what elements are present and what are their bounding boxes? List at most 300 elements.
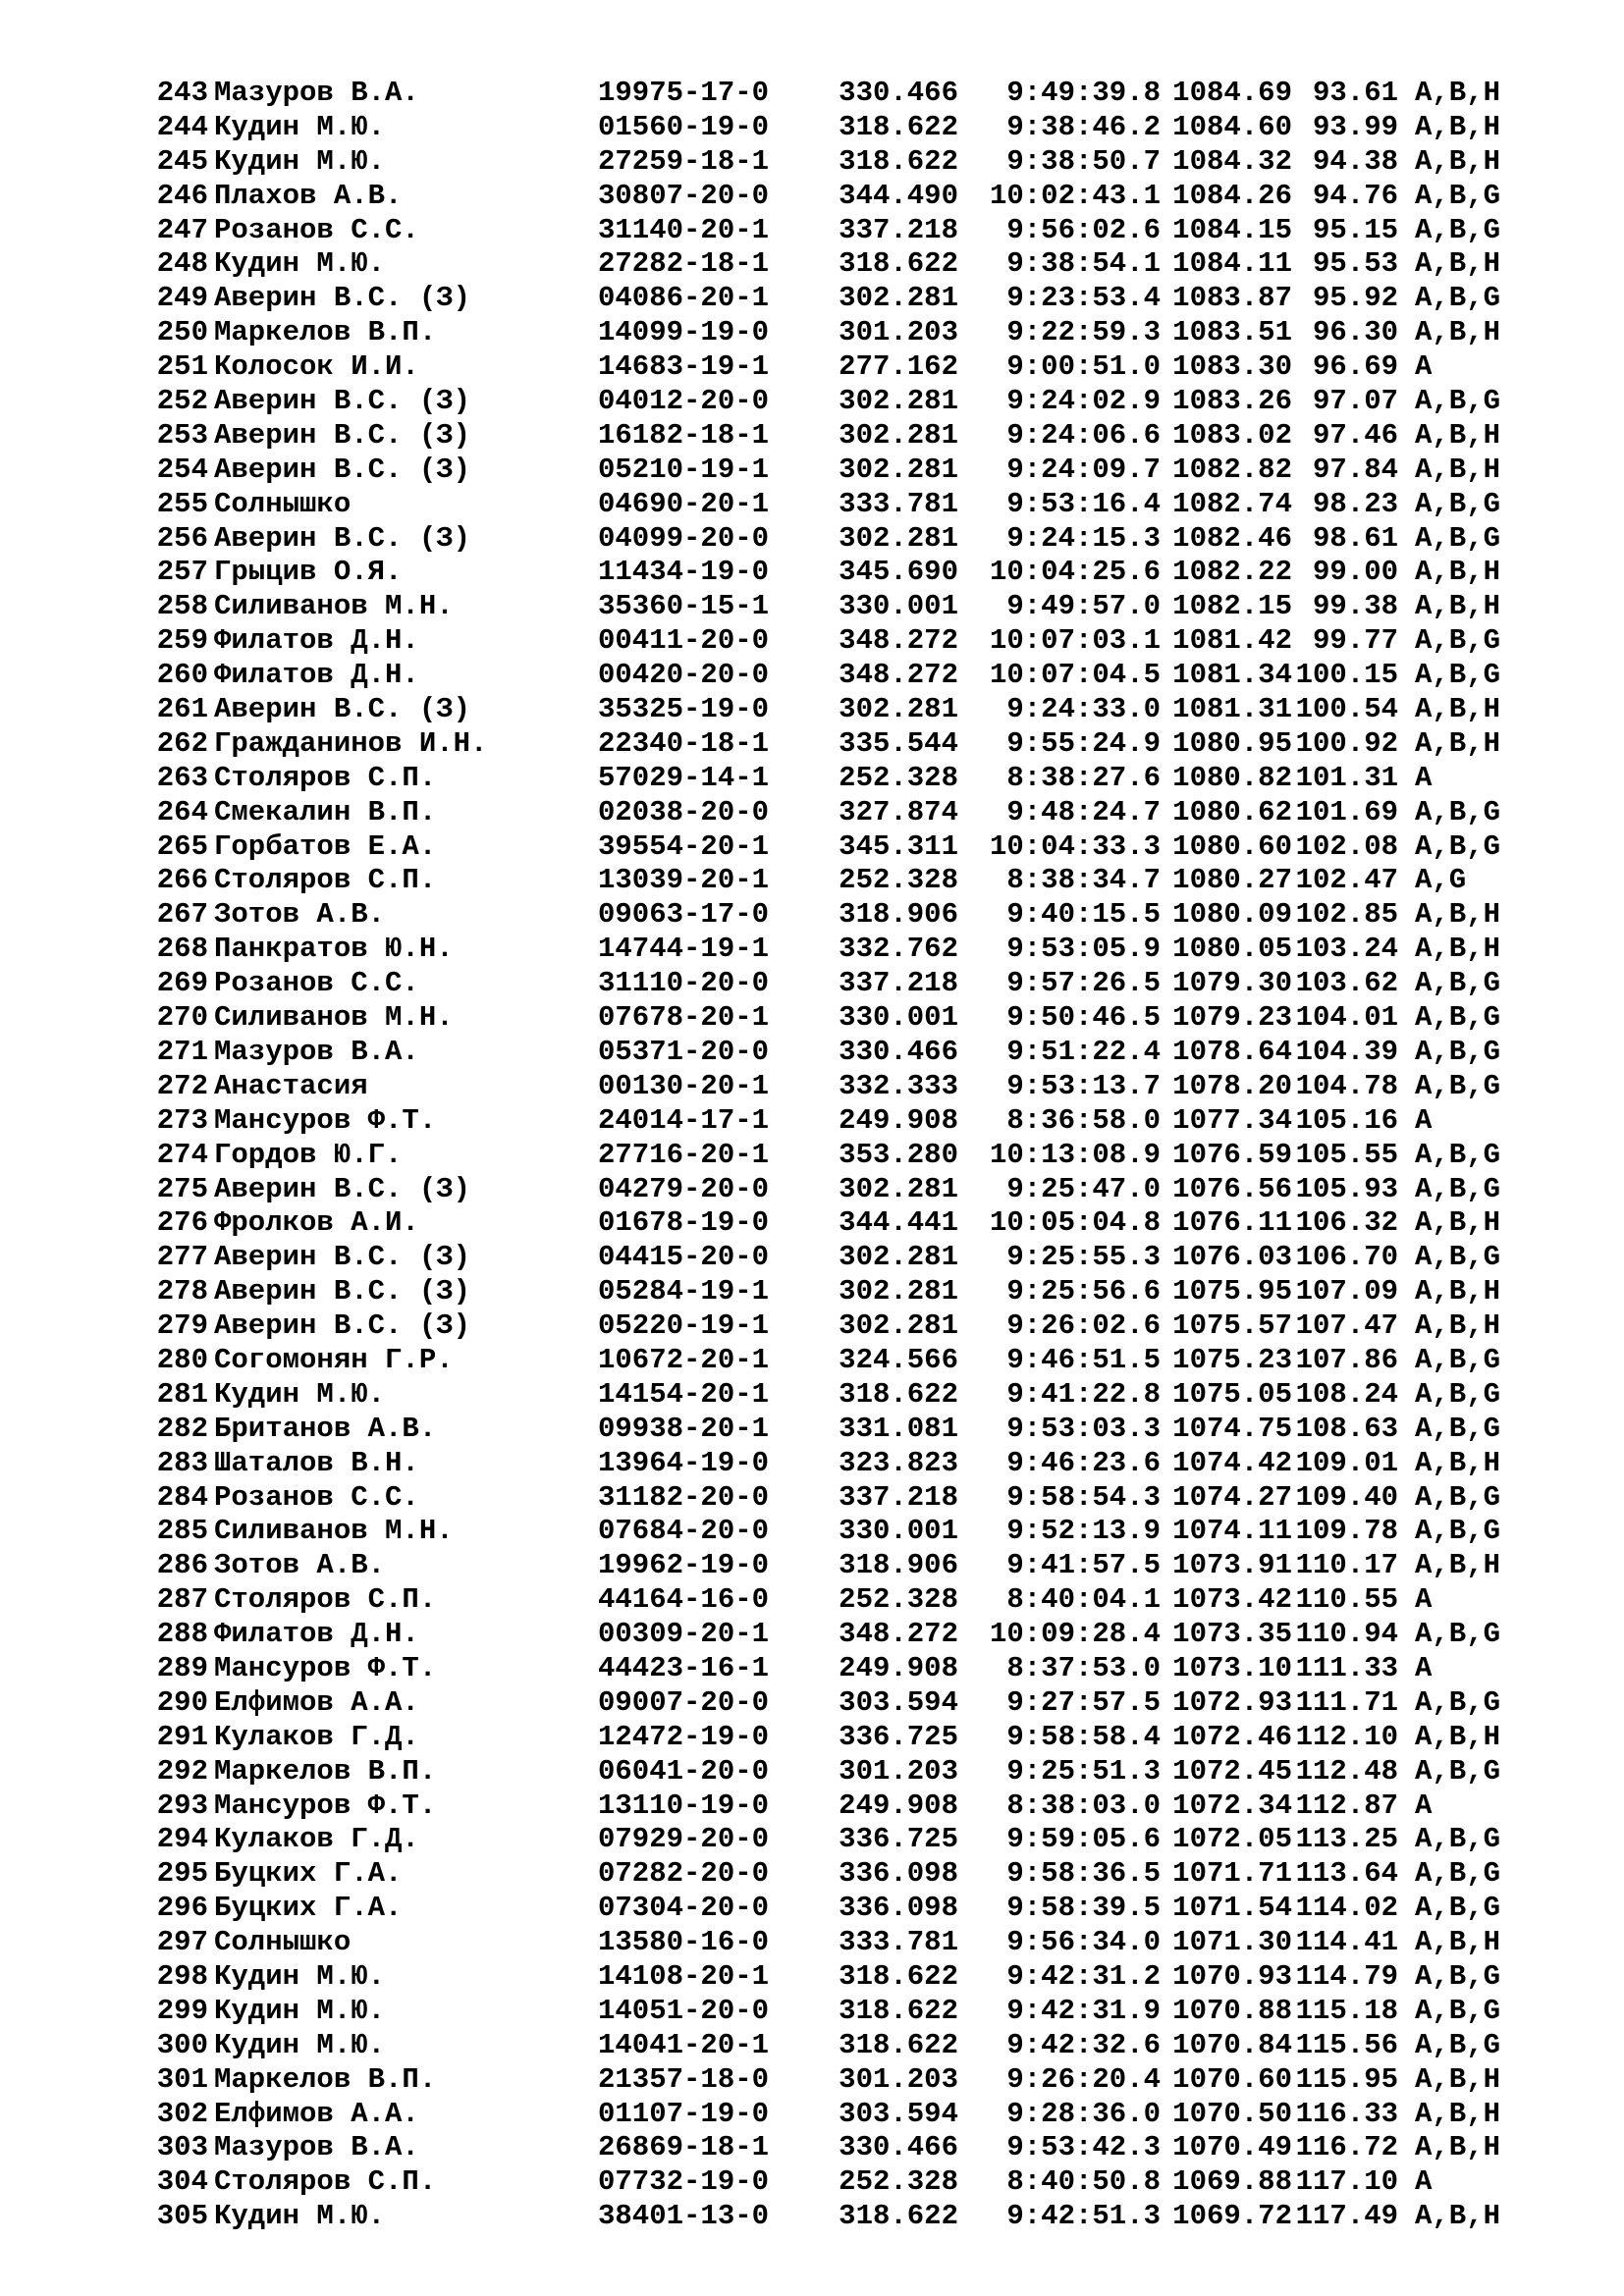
distance: 344.441 <box>839 1206 958 1240</box>
distance: 330.466 <box>839 1035 958 1068</box>
table-row <box>143 659 1567 693</box>
speed: 1072.45 <box>1172 1754 1292 1788</box>
points: 115.18 <box>1295 1994 1398 2027</box>
table-row <box>143 2165 1567 2200</box>
arrival-time: 10:05:04.8 <box>989 1206 1161 1240</box>
fancier-name: Плахов А.В. <box>214 179 403 212</box>
distance: 252.328 <box>839 1583 958 1617</box>
table-row <box>143 350 1567 385</box>
position-number: 257 <box>156 556 208 589</box>
fancier-name: Мансуров Ф.Т. <box>214 1651 437 1684</box>
arrival-time: 9:46:23.6 <box>1006 1446 1161 1479</box>
position-number: 284 <box>156 1480 208 1514</box>
points: 95.15 <box>1312 213 1398 246</box>
speed: 1084.26 <box>1172 179 1292 212</box>
table-row <box>143 1515 1567 1549</box>
arrival-time: 8:38:27.6 <box>1006 761 1161 794</box>
arrival-time: 9:51:22.4 <box>1006 1035 1161 1068</box>
fancier-name: Елфимов А.А. <box>214 2097 419 2130</box>
results-table <box>143 77 1567 2234</box>
table-row <box>143 1378 1567 1413</box>
speed: 1072.46 <box>1172 1720 1292 1753</box>
speed: 1075.23 <box>1172 1343 1292 1376</box>
points: 108.63 <box>1295 1412 1398 1445</box>
arrival-time: 9:24:02.9 <box>1006 385 1161 418</box>
table-row <box>143 1481 1567 1516</box>
table-row <box>143 1721 1567 1755</box>
table-row <box>143 1070 1567 1104</box>
distance: 301.203 <box>839 316 958 349</box>
points: 110.55 <box>1295 1583 1398 1617</box>
position-number: 266 <box>156 864 208 897</box>
distance: 348.272 <box>839 1618 958 1651</box>
position-number: 243 <box>156 77 208 109</box>
arrival-time: 9:24:15.3 <box>1006 521 1161 555</box>
position-number: 288 <box>156 1618 208 1651</box>
classes: A,B,H <box>1415 1720 1501 1753</box>
ring-number: 09007-20-0 <box>598 1685 770 1719</box>
ring-number: 00309-20-1 <box>598 1618 770 1651</box>
fancier-name: Британов А.В. <box>214 1412 437 1445</box>
distance: 331.081 <box>839 1412 958 1445</box>
distance: 336.725 <box>839 1823 958 1856</box>
position-number: 286 <box>156 1549 208 1582</box>
position-number: 267 <box>156 898 208 932</box>
points: 115.56 <box>1295 2028 1398 2061</box>
classes: A,B,H <box>1415 2097 1501 2130</box>
points: 114.41 <box>1295 1926 1398 1959</box>
speed: 1081.31 <box>1172 693 1292 726</box>
table-row <box>143 1104 1567 1139</box>
table-row <box>143 1583 1567 1618</box>
speed: 1084.15 <box>1172 213 1292 246</box>
classes: A,B,H <box>1415 77 1501 109</box>
fancier-name: Столяров С.П. <box>214 864 437 897</box>
classes: A,B,H <box>1415 316 1501 349</box>
ring-number: 16182-18-1 <box>598 418 770 452</box>
fancier-name: Анастасия <box>214 1069 368 1102</box>
distance: 336.725 <box>839 1720 958 1753</box>
classes: A,B,G <box>1415 385 1501 418</box>
fancier-name: Аверин В.С. (З) <box>214 1309 471 1343</box>
distance: 336.098 <box>839 1892 958 1925</box>
speed: 1080.09 <box>1172 898 1292 932</box>
ring-number: 09063-17-0 <box>598 898 770 932</box>
speed: 1071.54 <box>1172 1892 1292 1925</box>
ring-number: 31140-20-1 <box>598 213 770 246</box>
classes: A,B,G <box>1415 967 1501 1000</box>
fancier-name: Зотов А.В. <box>214 898 386 932</box>
ring-number: 05220-19-1 <box>598 1309 770 1343</box>
speed: 1074.42 <box>1172 1446 1292 1479</box>
arrival-time: 9:22:59.3 <box>1006 316 1161 349</box>
distance: 330.466 <box>839 77 958 109</box>
distance: 333.781 <box>839 1926 958 1959</box>
ring-number: 14041-20-1 <box>598 2028 770 2061</box>
table-row <box>143 727 1567 762</box>
table-row <box>143 1995 1567 2029</box>
speed: 1073.91 <box>1172 1549 1292 1582</box>
arrival-time: 9:38:50.7 <box>1006 144 1161 178</box>
ring-number: 06041-20-0 <box>598 1754 770 1788</box>
classes: A,B,H <box>1415 453 1501 486</box>
classes: A <box>1415 1583 1433 1617</box>
table-row <box>143 1857 1567 1892</box>
classes: A,B,G <box>1415 624 1501 658</box>
classes: A <box>1415 1103 1433 1137</box>
points: 93.61 <box>1312 77 1398 109</box>
position-number: 289 <box>156 1651 208 1684</box>
arrival-time: 9:56:34.0 <box>1006 1926 1161 1959</box>
table-row <box>143 2098 1567 2132</box>
points: 108.24 <box>1295 1377 1398 1411</box>
ring-number: 00130-20-1 <box>598 1069 770 1102</box>
points: 117.49 <box>1295 2200 1398 2233</box>
speed: 1076.03 <box>1172 1241 1292 1274</box>
points: 109.01 <box>1295 1446 1398 1479</box>
arrival-time: 9:24:06.6 <box>1006 418 1161 452</box>
position-number: 283 <box>156 1446 208 1479</box>
arrival-time: 10:04:33.3 <box>989 829 1161 863</box>
ring-number: 07678-20-1 <box>598 1001 770 1035</box>
ring-number: 14051-20-0 <box>598 1994 770 2027</box>
classes: A,B,G <box>1415 282 1501 315</box>
arrival-time: 9:49:39.8 <box>1006 77 1161 109</box>
speed: 1073.10 <box>1172 1651 1292 1684</box>
speed: 1069.88 <box>1172 2165 1292 2199</box>
classes: A,B,H <box>1415 1275 1501 1308</box>
ring-number: 00411-20-0 <box>598 624 770 658</box>
ring-number: 39554-20-1 <box>598 829 770 863</box>
points: 99.38 <box>1312 590 1398 623</box>
distance: 336.098 <box>839 1857 958 1891</box>
distance: 318.622 <box>839 144 958 178</box>
ring-number: 04690-20-1 <box>598 487 770 520</box>
arrival-time: 8:36:58.0 <box>1006 1103 1161 1137</box>
speed: 1072.34 <box>1172 1789 1292 1822</box>
fancier-name: Кудин М.Ю. <box>214 1994 386 2027</box>
speed: 1082.15 <box>1172 590 1292 623</box>
distance: 302.281 <box>839 1241 958 1274</box>
ring-number: 14683-19-1 <box>598 350 770 384</box>
fancier-name: Кудин М.Ю. <box>214 110 386 143</box>
classes: A,B,H <box>1415 726 1501 760</box>
points: 98.61 <box>1312 521 1398 555</box>
classes: A,B,H <box>1415 2131 1501 2164</box>
fancier-name: Розанов С.С. <box>214 1480 419 1514</box>
ring-number: 13110-19-0 <box>598 1789 770 1822</box>
arrival-time: 9:49:57.0 <box>1006 590 1161 623</box>
speed: 1072.93 <box>1172 1685 1292 1719</box>
ring-number: 13580-16-0 <box>598 1926 770 1959</box>
speed: 1081.42 <box>1172 624 1292 658</box>
distance: 318.622 <box>839 1994 958 2027</box>
table-row <box>143 454 1567 488</box>
distance: 277.162 <box>839 350 958 384</box>
classes: A,B,H <box>1415 144 1501 178</box>
position-number: 281 <box>156 1377 208 1411</box>
ring-number: 00420-20-0 <box>598 659 770 692</box>
points: 111.33 <box>1295 1651 1398 1684</box>
table-row <box>143 933 1567 967</box>
arrival-time: 9:25:51.3 <box>1006 1754 1161 1788</box>
fancier-name: Кудин М.Ю. <box>214 247 386 281</box>
speed: 1073.35 <box>1172 1618 1292 1651</box>
ring-number: 35325-19-0 <box>598 693 770 726</box>
ring-number: 13964-19-0 <box>598 1446 770 1479</box>
distance: 249.908 <box>839 1651 958 1684</box>
table-row <box>143 1001 1567 1036</box>
fancier-name: Горбатов Е.А. <box>214 829 437 863</box>
classes: A,B,H <box>1415 1926 1501 1959</box>
position-number: 248 <box>156 247 208 281</box>
classes: A,B,H <box>1415 1446 1501 1479</box>
points: 107.47 <box>1295 1309 1398 1343</box>
fancier-name: Солнышко <box>214 487 352 520</box>
ring-number: 04012-20-0 <box>598 385 770 418</box>
distance: 327.874 <box>839 795 958 828</box>
classes: A,B,G <box>1415 1823 1501 1856</box>
position-number: 282 <box>156 1412 208 1445</box>
arrival-time: 9:46:51.5 <box>1006 1343 1161 1376</box>
arrival-time: 9:42:31.2 <box>1006 1959 1161 1993</box>
distance: 252.328 <box>839 2165 958 2199</box>
arrival-time: 9:23:53.4 <box>1006 282 1161 315</box>
table-row <box>143 522 1567 557</box>
arrival-time: 9:26:20.4 <box>1006 2062 1161 2096</box>
fancier-name: Столяров С.П. <box>214 2165 437 2199</box>
classes: A <box>1415 2165 1433 2199</box>
position-number: 287 <box>156 1583 208 1617</box>
speed: 1084.69 <box>1172 77 1292 109</box>
arrival-time: 9:27:57.5 <box>1006 1685 1161 1719</box>
fancier-name: Грыцив О.Я. <box>214 556 403 589</box>
fancier-name: Мансуров Ф.Т. <box>214 1103 437 1137</box>
fancier-name: Кудин М.Ю. <box>214 1377 386 1411</box>
classes: A,B,G <box>1415 2028 1501 2061</box>
distance: 348.272 <box>839 659 958 692</box>
ring-number: 09938-20-1 <box>598 1412 770 1445</box>
arrival-time: 9:38:46.2 <box>1006 110 1161 143</box>
ring-number: 44164-16-0 <box>598 1583 770 1617</box>
classes: A,B,G <box>1415 795 1501 828</box>
position-number: 300 <box>156 2028 208 2061</box>
classes: A,B,H <box>1415 693 1501 726</box>
points: 93.99 <box>1312 110 1398 143</box>
ring-number: 07282-20-0 <box>598 1857 770 1891</box>
table-row <box>143 1206 1567 1241</box>
position-number: 278 <box>156 1275 208 1308</box>
table-row <box>143 247 1567 282</box>
classes: A,G <box>1415 864 1467 897</box>
fancier-name: Аверин В.С. (З) <box>214 1172 471 1205</box>
classes: A,B,G <box>1415 213 1501 246</box>
fancier-name: Маркелов В.П. <box>214 1754 437 1788</box>
fancier-name: Зотов А.В. <box>214 1549 386 1582</box>
table-row <box>143 385 1567 419</box>
speed: 1083.30 <box>1172 350 1292 384</box>
fancier-name: Фролков А.И. <box>214 1206 419 1240</box>
fancier-name: Кулаков Г.Д. <box>214 1823 419 1856</box>
speed: 1080.05 <box>1172 933 1292 966</box>
ring-number: 04415-20-0 <box>598 1241 770 1274</box>
points: 109.40 <box>1295 1480 1398 1514</box>
arrival-time: 9:28:36.0 <box>1006 2097 1161 2130</box>
speed: 1084.60 <box>1172 110 1292 143</box>
ring-number: 05371-20-0 <box>598 1035 770 1068</box>
classes: A,B,H <box>1415 110 1501 143</box>
speed: 1082.82 <box>1172 453 1292 486</box>
ring-number: 31182-20-0 <box>598 1480 770 1514</box>
fancier-name: Кудин М.Ю. <box>214 144 386 178</box>
speed: 1081.34 <box>1172 659 1292 692</box>
speed: 1080.60 <box>1172 829 1292 863</box>
distance: 344.490 <box>839 179 958 212</box>
classes: A,B,G <box>1415 1685 1501 1719</box>
classes: A,B,G <box>1415 1480 1501 1514</box>
speed: 1070.93 <box>1172 1959 1292 1993</box>
table-row <box>143 1652 1567 1686</box>
speed: 1070.49 <box>1172 2131 1292 2164</box>
classes: A,B,G <box>1415 1138 1501 1171</box>
fancier-name: Столяров С.П. <box>214 761 437 794</box>
speed: 1070.84 <box>1172 2028 1292 2061</box>
speed: 1070.50 <box>1172 2097 1292 2130</box>
distance: 302.281 <box>839 418 958 452</box>
arrival-time: 9:58:36.5 <box>1006 1857 1161 1891</box>
table-row <box>143 1789 1567 1824</box>
speed: 1073.42 <box>1172 1583 1292 1617</box>
position-number: 274 <box>156 1138 208 1171</box>
position-number: 304 <box>156 2165 208 2199</box>
table-row <box>143 590 1567 624</box>
ring-number: 19975-17-0 <box>598 77 770 109</box>
position-number: 262 <box>156 726 208 760</box>
points: 105.16 <box>1295 1103 1398 1137</box>
table-row <box>143 1618 1567 1652</box>
arrival-time: 9:48:24.7 <box>1006 795 1161 828</box>
classes: A,B,G <box>1415 1618 1501 1651</box>
position-number: 264 <box>156 795 208 828</box>
position-number: 280 <box>156 1343 208 1376</box>
position-number: 261 <box>156 693 208 726</box>
distance: 302.281 <box>839 282 958 315</box>
fancier-name: Розанов С.С. <box>214 213 419 246</box>
position-number: 297 <box>156 1926 208 1959</box>
ring-number: 26869-18-1 <box>598 2131 770 2164</box>
speed: 1083.02 <box>1172 418 1292 452</box>
fancier-name: Солнышко <box>214 1926 352 1959</box>
ring-number: 13039-20-1 <box>598 864 770 897</box>
classes: A,B,G <box>1415 1959 1501 1993</box>
position-number: 254 <box>156 453 208 486</box>
classes: A,B,H <box>1415 1549 1501 1582</box>
arrival-time: 9:58:39.5 <box>1006 1892 1161 1925</box>
points: 105.93 <box>1295 1172 1398 1205</box>
table-row <box>143 693 1567 727</box>
classes: A,B,G <box>1415 659 1501 692</box>
points: 104.78 <box>1295 1069 1398 1102</box>
speed: 1083.26 <box>1172 385 1292 418</box>
distance: 337.218 <box>839 967 958 1000</box>
position-number: 301 <box>156 2062 208 2096</box>
fancier-name: Маркелов В.П. <box>214 2062 437 2096</box>
distance: 318.622 <box>839 1959 958 1993</box>
position-number: 294 <box>156 1823 208 1856</box>
arrival-time: 9:53:42.3 <box>1006 2131 1161 2164</box>
ring-number: 01678-19-0 <box>598 1206 770 1240</box>
table-row <box>143 624 1567 659</box>
arrival-time: 9:57:26.5 <box>1006 967 1161 1000</box>
classes: A,B,H <box>1415 2062 1501 2096</box>
ring-number: 24014-17-1 <box>598 1103 770 1137</box>
table-row <box>143 1344 1567 1378</box>
classes: A,B,G <box>1415 1172 1501 1205</box>
table-row <box>143 898 1567 933</box>
distance: 330.466 <box>839 2131 958 2164</box>
points: 96.30 <box>1312 316 1398 349</box>
points: 114.79 <box>1295 1959 1398 1993</box>
ring-number: 14154-20-1 <box>598 1377 770 1411</box>
points: 101.69 <box>1295 795 1398 828</box>
table-row <box>143 1036 1567 1070</box>
table-row <box>143 762 1567 796</box>
speed: 1075.05 <box>1172 1377 1292 1411</box>
classes: A,B,G <box>1415 1035 1501 1068</box>
speed: 1076.11 <box>1172 1206 1292 1240</box>
speed: 1082.46 <box>1172 521 1292 555</box>
ring-number: 05210-19-1 <box>598 453 770 486</box>
points: 99.00 <box>1312 556 1398 589</box>
points: 105.55 <box>1295 1138 1398 1171</box>
position-number: 302 <box>156 2097 208 2130</box>
fancier-name: Кудин М.Ю. <box>214 2200 386 2233</box>
table-row <box>143 1447 1567 1481</box>
fancier-name: Буцких Г.А. <box>214 1857 403 1891</box>
speed: 1070.88 <box>1172 1994 1292 2027</box>
speed: 1074.11 <box>1172 1515 1292 1548</box>
arrival-time: 9:25:55.3 <box>1006 1241 1161 1274</box>
ring-number: 04279-20-0 <box>598 1172 770 1205</box>
arrival-time: 9:42:51.3 <box>1006 2200 1161 2233</box>
arrival-time: 9:41:57.5 <box>1006 1549 1161 1582</box>
arrival-time: 9:59:05.6 <box>1006 1823 1161 1856</box>
arrival-time: 9:38:54.1 <box>1006 247 1161 281</box>
table-row <box>143 2131 1567 2165</box>
points: 115.95 <box>1295 2062 1398 2096</box>
fancier-name: Елфимов А.А. <box>214 1685 419 1719</box>
points: 113.64 <box>1295 1857 1398 1891</box>
speed: 1079.23 <box>1172 1001 1292 1035</box>
arrival-time: 9:42:31.9 <box>1006 1994 1161 2027</box>
distance: 332.333 <box>839 1069 958 1102</box>
table-row <box>143 796 1567 830</box>
distance: 318.906 <box>839 1549 958 1582</box>
speed: 1076.59 <box>1172 1138 1292 1171</box>
fancier-name: Филатов Д.Н. <box>214 624 419 658</box>
distance: 335.544 <box>839 726 958 760</box>
classes: A,B,G <box>1415 1001 1501 1035</box>
fancier-name: Столяров С.П. <box>214 1583 437 1617</box>
ring-number: 27716-20-1 <box>598 1138 770 1171</box>
classes: A,B,H <box>1415 1206 1501 1240</box>
distance: 330.001 <box>839 1001 958 1035</box>
speed: 1074.75 <box>1172 1412 1292 1445</box>
ring-number: 01107-19-0 <box>598 2097 770 2130</box>
fancier-name: Аверин В.С. (З) <box>214 693 471 726</box>
points: 112.87 <box>1295 1789 1398 1822</box>
distance: 249.908 <box>839 1103 958 1137</box>
